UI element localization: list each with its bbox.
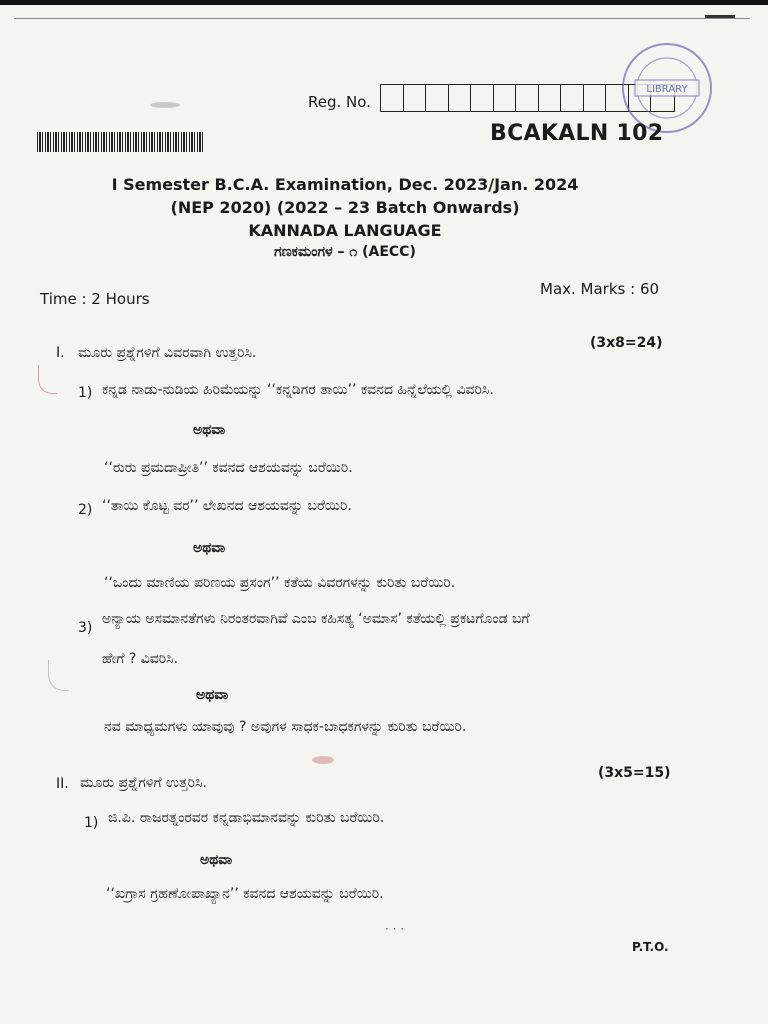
- max-marks: Max. Marks : 60: [540, 280, 660, 298]
- reg-box[interactable]: [449, 85, 472, 111]
- reg-box[interactable]: [561, 85, 584, 111]
- scan-top-border: [0, 0, 768, 5]
- reg-box[interactable]: [381, 85, 404, 111]
- question-number: 1): [78, 385, 93, 401]
- question-text: ಜಿ.ಪಿ. ರಾಜರತ್ನಂರವರ ಕನ್ನಡಾಭಿಮಾನವನ್ನು ಕುರಿತು ಬರೆಯಿರಿ.: [108, 810, 385, 826]
- faint-smudge: [150, 102, 180, 108]
- exam-scheme: (NEP 2020) (2022 – 23 Batch Onwards): [170, 198, 520, 217]
- margin-pen-mark: [38, 365, 57, 394]
- question-text: ಕನ್ನಡ ನಾಡು-ನುಡಿಯ ಹಿರಿಮೆಯನ್ನು ‘‘ಕನ್ನಡಿಗರ ತಾಯಿ’’ ಕವನದ ಹಿನ್ನೆಲೆಯಲ್ಲಿ ವಿವರಿಸಿ.: [102, 382, 494, 398]
- subject-title: KANNADA LANGUAGE: [248, 221, 442, 240]
- stamp-text: LIBRARY: [646, 84, 688, 95]
- pto-label: P.T.O.: [632, 940, 669, 954]
- paper-code: BCAKALN 102: [490, 121, 664, 146]
- section-number: II.: [56, 776, 69, 792]
- question-alt-text: ‘‘ರುರು ಪ್ರಮದಾಪ್ರೀತಿ’’ ಕವನದ ಆಶಯವನ್ನು ಬರೆಯಿರಿ.: [104, 460, 353, 476]
- or-label: ಅಥವಾ: [196, 687, 229, 703]
- reg-no-label: Reg. No.: [308, 93, 371, 111]
- or-label: ಅಥವಾ: [193, 422, 226, 438]
- subject-subtitle: ಗಣಕಮಂಗಳ – ೧ (AECC): [274, 244, 416, 260]
- question-text: ‘‘ತಾಯಿ ಕೊಟ್ಟ ವರ’’ ಲೇಖನದ ಆಶಯವನ್ನು ಬರೆಯಿರಿ.: [102, 498, 352, 514]
- section-marks: (3x8=24): [590, 335, 663, 351]
- barcode: [37, 132, 205, 152]
- question-number: 2): [78, 502, 93, 518]
- or-label: ಅಥವಾ: [193, 540, 226, 556]
- section-number: I.: [56, 345, 65, 361]
- ink-smudge: [312, 756, 334, 764]
- question-number: 3): [78, 620, 93, 636]
- or-label: ಅಥವಾ: [200, 852, 233, 868]
- ink-dots: · · ·: [385, 922, 405, 936]
- page-top-rule: [14, 18, 750, 19]
- reg-box[interactable]: [404, 85, 427, 111]
- margin-pen-mark: [48, 660, 69, 691]
- exam-duration: Time : 2 Hours: [40, 290, 150, 308]
- question-text-line2: ಹೇಗೆ ? ವಿವರಿಸಿ.: [102, 651, 179, 667]
- reg-box[interactable]: [471, 85, 494, 111]
- reg-box[interactable]: [516, 85, 539, 111]
- question-text-line1: ಅನ್ಯಾಯ ಅಸಮಾನತೆಗಳು ನಿರಂತರವಾಗಿವೆ ಎಂಬ ಕಹಿಸತ್ಯ ‘ಅಮಾಸ’ ಕತೆಯಲ್ಲಿ ಪ್ರಕಟಗೊಂಡ ಬಗೆ: [102, 611, 530, 627]
- reg-box[interactable]: [426, 85, 449, 111]
- section-marks: (3x5=15): [598, 765, 671, 781]
- question-alt-text: ‘‘ಒಂದು ಮಾಣಿಯ ಪರಿಣಯ ಪ್ರಸಂಗ’’ ಕತೆಯ ವಿವರಗಳನ್ನು ಕುರಿತು ಬರೆಯಿರಿ.: [104, 575, 456, 591]
- reg-box[interactable]: [494, 85, 517, 111]
- question-alt-text: ನವ ಮಾಧ್ಯಮಗಳು ಯಾವುವು ? ಅವುಗಳ ಸಾಧಕ-ಬಾಧಕಗಳನ್ನು ಕುರಿತು ಬರೆಯಿರಿ.: [104, 719, 467, 735]
- question-alt-text: ‘‘ಖಗ್ರಾಸ ಗ್ರಹಣೋಪಾಖ್ಯಾನ’’ ಕವನದ ಆಶಯವನ್ನು ಬರೆಯಿರಿ.: [106, 886, 384, 902]
- exam-title: I Semester B.C.A. Examination, Dec. 2023/Jan. 2024: [111, 175, 579, 194]
- reg-box[interactable]: [539, 85, 562, 111]
- section-instruction: ಮೂರು ಪ್ರಶ್ನೆಗಳಿಗೆ ವಿವರವಾಗಿ ಉತ್ತರಿಸಿ.: [78, 345, 257, 361]
- reg-box[interactable]: [584, 85, 607, 111]
- question-number: 1): [84, 815, 99, 831]
- section-instruction: ಮೂರು ಪ್ರಶ್ನೆಗಳಿಗೆ ಉತ್ತರಿಸಿ.: [80, 775, 207, 791]
